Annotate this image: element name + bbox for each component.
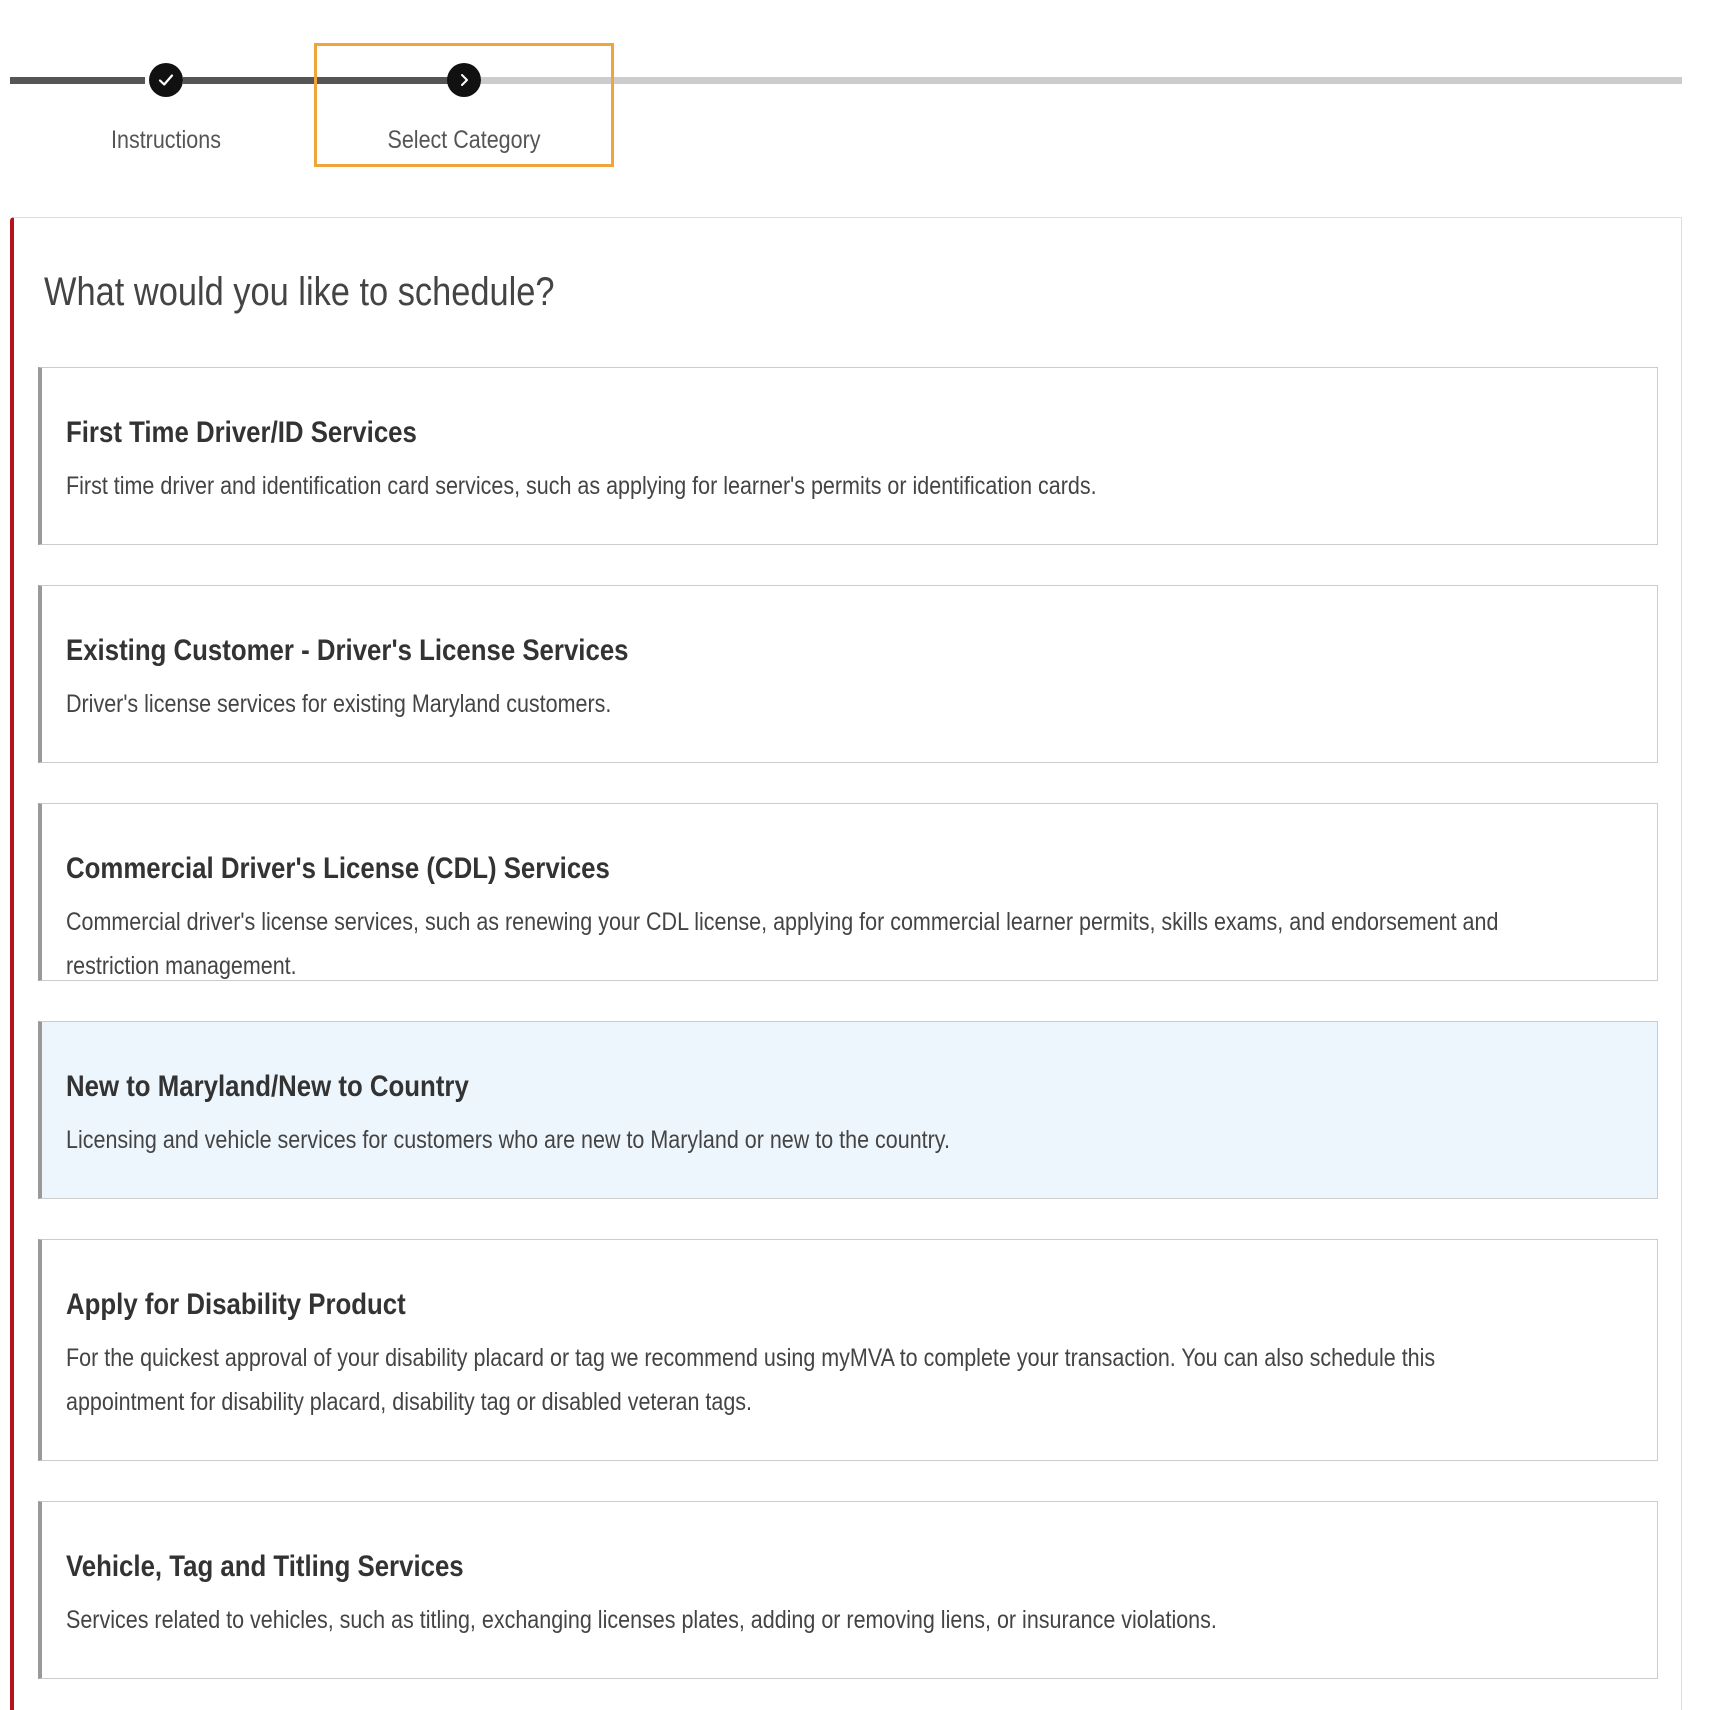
category-description: Licensing and vehicle services for customers who are new to Maryland or new to the country. [66,1126,950,1154]
chevron-right-icon [456,72,472,88]
category-description: Driver's license services for existing Maryland customers. [66,690,612,718]
step-label-instructions[interactable]: Instructions [111,126,221,154]
category-disability-product[interactable] [38,1239,1658,1461]
category-existing-customer[interactable] [38,585,1658,763]
category-panel [10,217,1682,1710]
progress-stepper [0,0,1710,200]
category-vehicle-tag-titling[interactable] [38,1501,1658,1679]
progress-track-remaining [481,77,1682,84]
category-title: Apply for Disability Product [66,1288,406,1321]
progress-track-complete [10,77,145,84]
category-title: Commercial Driver's License (CDL) Services [66,852,610,885]
check-icon [157,71,175,89]
category-description: Commercial driver's license services, such as renewing your CDL license, applying for commercial learner permits, skills exams, and endorsement and restriction management. [66,908,1499,980]
category-new-to-maryland[interactable] [38,1021,1658,1199]
step-label-select-category[interactable]: Select Category [387,126,541,154]
category-description: Services related to vehicles, such as titling, exchanging licenses plates, adding or removing liens, or insurance violations. [66,1606,1217,1634]
step-complete-marker[interactable] [149,63,183,97]
category-title: Existing Customer - Driver's License Services [66,634,629,667]
category-title: New to Maryland/New to Country [66,1070,469,1103]
page-title: What would you like to schedule? [44,270,555,314]
category-title: First Time Driver/ID Services [66,416,417,449]
category-description: First time driver and identification card services, such as applying for learner's permits or identification cards. [66,472,1097,500]
category-title: Vehicle, Tag and Titling Services [66,1550,464,1583]
category-cdl-services[interactable] [38,803,1658,981]
step-current-marker[interactable] [447,63,481,97]
category-description: For the quickest approval of your disability placard or tag we recommend using myMVA to complete your transaction. You can also schedule this appointment for disability placard, disability tag or disabled veteran tags. [66,1344,1436,1416]
category-first-time-driver[interactable] [38,367,1658,545]
